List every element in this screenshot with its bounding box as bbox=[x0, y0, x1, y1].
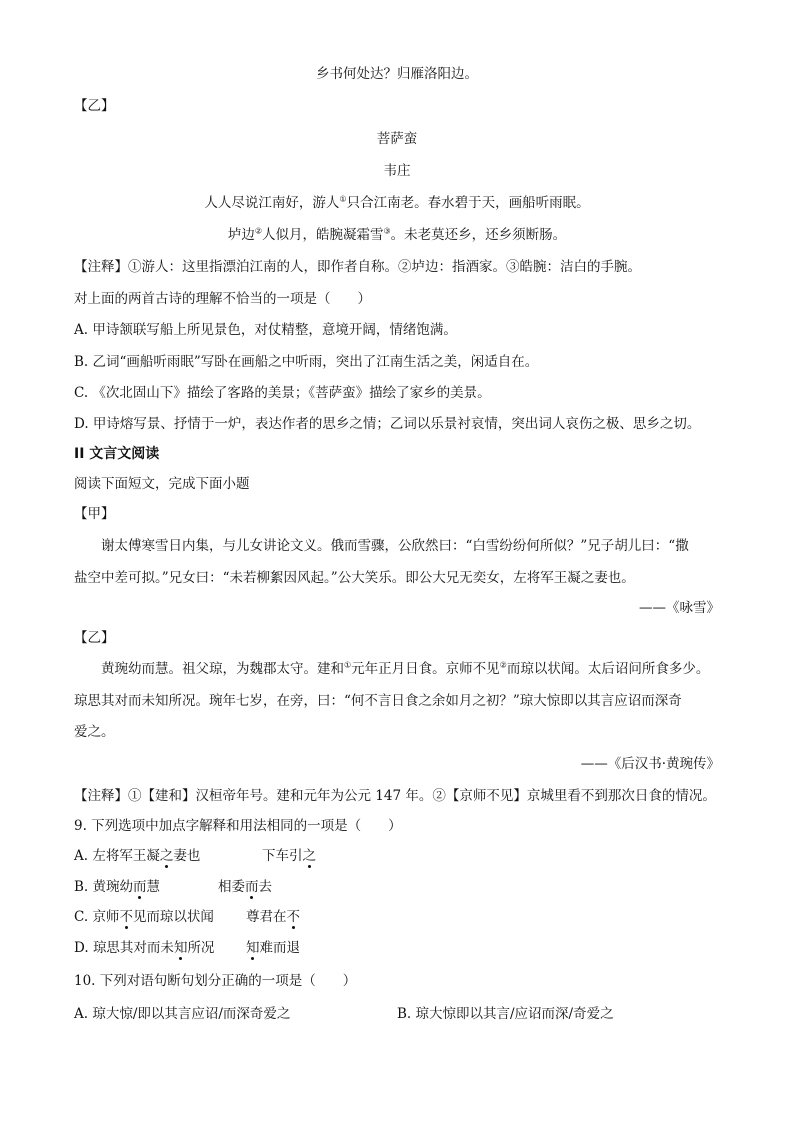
q9-option-d-compare: 知难而退 bbox=[246, 940, 300, 956]
label-yi: 【乙】 bbox=[74, 98, 115, 114]
dotted-char: 之 bbox=[302, 848, 316, 864]
label-yi-2: 【乙】 bbox=[74, 630, 115, 646]
q10-stem: 10. 下列对语句断句划分正确的一项是（ ） bbox=[74, 973, 357, 989]
text-jia-line-2: 盐空中差可拟。”兄女曰：“未若柳絮因风起。”公大笑乐。即公大兄无奕女，左将军王凝之妻也。 bbox=[74, 570, 635, 586]
poem-option-c: C. 《次北固山下》描绘了客路的美景；《菩萨蛮》描绘了家乡的美景。 bbox=[74, 385, 491, 401]
instruction: 阅读下面短文，完成下面小题 bbox=[74, 476, 250, 492]
footnote-mark: ③ bbox=[383, 226, 391, 236]
poem-option-b: B. 乙词“画船听雨眠”写卧在画船之中听雨，突出了江南生活之美，闲适自在。 bbox=[74, 354, 539, 370]
dotted-char: 之 bbox=[159, 848, 174, 864]
poem-author: 韦庄 bbox=[383, 163, 411, 179]
q9-option-c: C. 京师不见而琼以状闻 尊君在不 bbox=[74, 909, 300, 925]
dotted-char: 而 bbox=[245, 879, 259, 895]
q9-option-a: A. 左将军王凝之妻也 下车引之 bbox=[74, 848, 316, 864]
source-yi: ——《后汉书·黄琬传》 bbox=[580, 756, 720, 772]
q9-option-b-compare: 相委而去 bbox=[218, 879, 272, 895]
dotted-char: 知 bbox=[173, 940, 188, 956]
dotted-char: 不 bbox=[119, 909, 133, 925]
prose-note: 【注释】①【建和】汉桓帝年号。建和元年为公元 147 年。②【京师不见】京城里看不到那次日食的情况。 bbox=[74, 788, 716, 804]
text-yi-line-3: 爱之。 bbox=[74, 724, 115, 740]
poem-jia-last-line: 乡书何处达？归雁洛阳边。 bbox=[316, 66, 478, 82]
text-yi-line-1: 黄琬幼而慧。祖父琼，为魏郡太守。建和①元年正月日食。京师不见②而琼以状闻。太后诏问所食多少。 bbox=[101, 660, 710, 677]
footnote-mark: ① bbox=[344, 660, 352, 670]
q10-option-b: B. 琼大惊即以其言/应诏而深/奇爱之 bbox=[397, 1006, 614, 1022]
poem-title: 菩萨蛮 bbox=[376, 131, 418, 147]
text-yi-line-2: 琼思其对而未知所况。琬年七岁，在旁，曰：“何不言日食之余如月之初？”琼大惊即以其言应诏而深奇 bbox=[74, 693, 682, 709]
q9-option-a-compare: 下车引之 bbox=[262, 848, 316, 864]
poem-line-2: 垆边②人似月，皓腕凝霜雪③。未老莫还乡，还乡须断肠。 bbox=[227, 226, 567, 243]
dotted-char: 而 bbox=[133, 879, 147, 895]
section-heading: II 文言文阅读 bbox=[74, 446, 160, 462]
poem-question-stem: 对上面的两首古诗的理解不恰当的一项是（ ） bbox=[74, 291, 371, 307]
footnote-mark: ② bbox=[254, 226, 262, 236]
label-jia: 【甲】 bbox=[74, 506, 115, 522]
q9-option-c-compare: 尊君在不 bbox=[246, 909, 300, 925]
footnote-mark: ① bbox=[339, 194, 347, 204]
q9-option-b: B. 黄琬幼而慧 相委而去 bbox=[74, 879, 272, 895]
q9-stem: 9. 下列选项中加点字解释和用法相同的一项是（ ） bbox=[74, 818, 402, 834]
q9-option-d: D. 琼思其对而未知所况 知难而退 bbox=[74, 940, 300, 956]
source-jia: ——《咏雪》 bbox=[639, 600, 720, 616]
poem-option-d: D. 甲诗熔写景、抒情于一炉，表达作者的思乡之情；乙词以乐景衬哀情，突出词人哀伤之极、思乡之切。 bbox=[74, 416, 701, 432]
q10-option-a: A. 琼大惊/即以其言应诏/而深奇爱之 bbox=[74, 1006, 291, 1022]
poem-line-1: 人人尽说江南好，游人①只合江南老。春水碧于天，画船听雨眠。 bbox=[204, 194, 590, 211]
text-jia-line-1: 谢太傅寒雪日内集，与儿女讲论文义。俄而雪骤，公欣然曰：“白雪纷纷何所似？”兄子胡儿曰：“撒 bbox=[101, 538, 689, 554]
footnote-mark: ② bbox=[499, 660, 507, 670]
poem-note: 【注释】①游人：这里指漂泊江南的人，即作者自称。②垆边：指酒家。③皓腕：洁白的手腕。 bbox=[74, 259, 641, 275]
poem-option-a: A. 甲诗颔联写船上所见景色，对仗精整，意境开阔，情绪饱满。 bbox=[74, 322, 457, 338]
dotted-char: 知 bbox=[246, 940, 260, 956]
q10-options bbox=[74, 1004, 720, 1024]
dotted-char: 不 bbox=[286, 909, 300, 925]
